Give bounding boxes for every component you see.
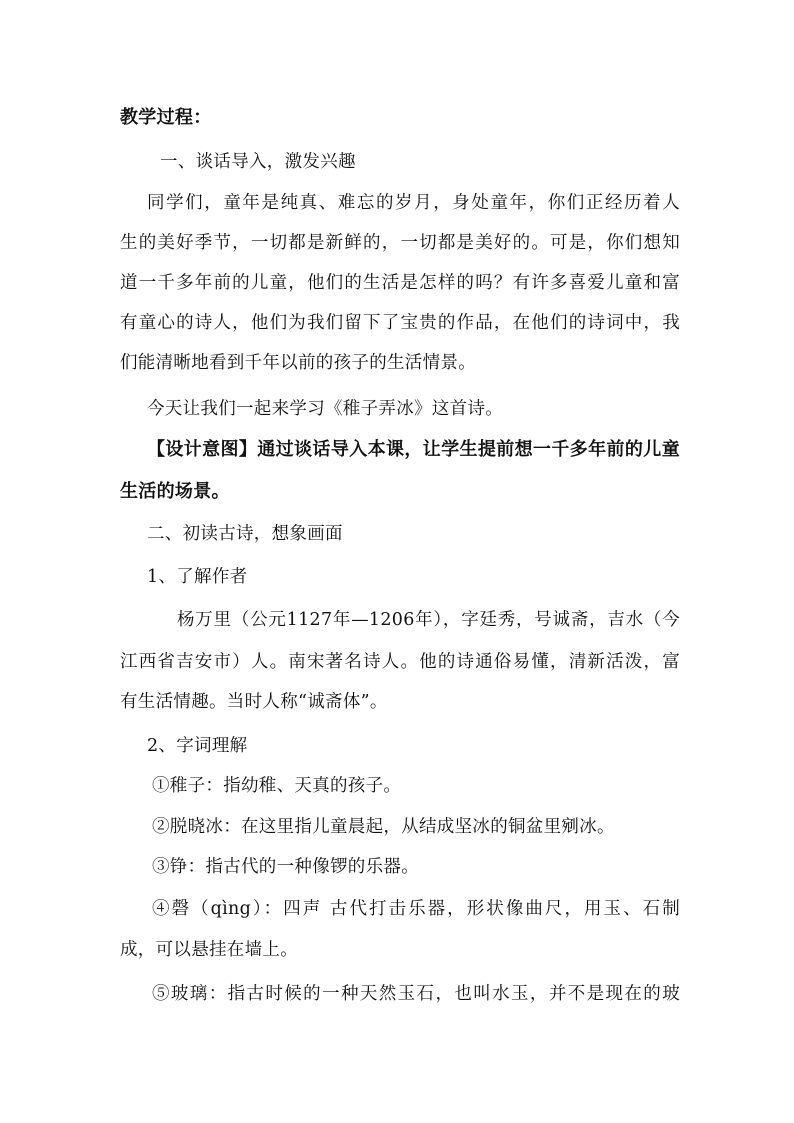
section-1-title: 一、谈话导入，激发兴趣 — [160, 152, 356, 172]
author-paragraph-line-1: 杨万里（公元1127年—1206年），字廷秀，号诚斋，吉水（今 — [177, 610, 680, 630]
intro-paragraph-line-1: 同学们，童年是纯真、难忘的岁月，身处童年，你们正经历着人 — [147, 193, 680, 213]
intro-paragraph-line-4: 有童心的诗人，他们为我们留下了宝贵的作品，在他们的诗词中，我 — [120, 313, 680, 333]
vocab-item-4-continued: 成，可以悬挂在墙上。 — [120, 940, 298, 960]
section-2-title: 二、初读古诗，想象画面 — [147, 524, 343, 544]
heading-teaching-process: 教学过程： — [120, 107, 212, 128]
vocab-item-2: ②脱晓冰：在这里指儿童晨起，从结成坚冰的铜盆里剜冰。 — [152, 817, 615, 837]
vocab-item-4: ④磬（qìng）：四声 古代打击乐器，形状像曲尺，用玉、石制 — [152, 899, 680, 919]
subsection-1-title: 1、了解作者 — [147, 567, 248, 587]
vocab-item-3: ③铮：指古代的一种像锣的乐器。 — [152, 857, 419, 877]
subsection-2-title: 2、字词理解 — [147, 736, 248, 756]
vocab-item-5: ⑤玻璃：指古时候的一种天然玉石，也叫水玉，并不是现在的玻 — [152, 984, 680, 1004]
author-paragraph-line-2: 江西省吉安市）人。南宋著名诗人。他的诗通俗易懂，清新活泼，富 — [120, 652, 680, 672]
intro-paragraph-line-5: 们能清晰地看到千年以前的孩子的生活情景。 — [120, 353, 476, 373]
vocab-item-1: ①稚子：指幼稚、天真的孩子。 — [152, 776, 402, 796]
intro-paragraph-line-3: 道一千多年前的儿童，他们的生活是怎样的吗？有许多喜爱儿童和富 — [120, 273, 680, 293]
intro-paragraph-line-2: 生的美好季节，一切都是新鲜的，一切都是美好的。可是，你们想知 — [120, 233, 680, 253]
design-intent-line-1: 【设计意图】通过谈话导入本课，让学生提前想一千多年前的儿童 — [147, 439, 680, 460]
today-line: 今天让我们一起来学习《稚子弄冰》这首诗。 — [147, 399, 503, 419]
author-paragraph-line-3: 有生活情趣。当时人称“诚斋体”。 — [120, 692, 388, 712]
design-intent-line-2: 生活的场景。 — [120, 481, 230, 502]
